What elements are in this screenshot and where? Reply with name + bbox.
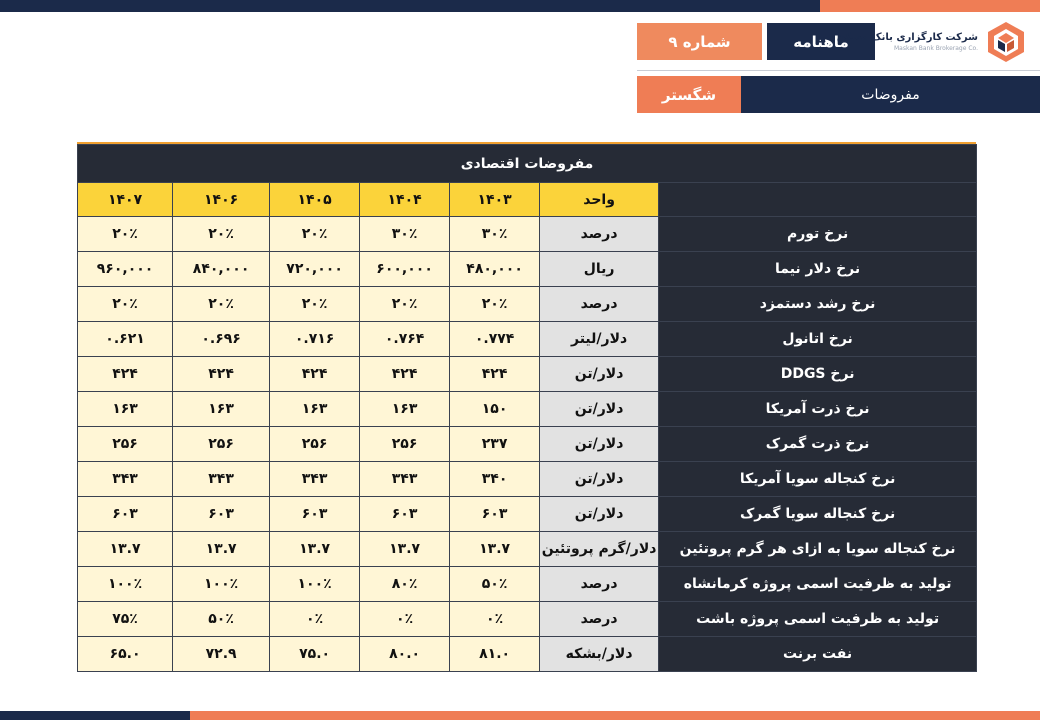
table-row — [78, 532, 977, 567]
top-bar-orange — [820, 0, 1040, 12]
row-label: نرخ دلار نیما — [659, 252, 977, 287]
row-label: تولید به ظرفیت اسمی پروژه باشت — [659, 602, 977, 637]
row-value: ۱۳.۷ — [173, 532, 270, 567]
row-label: نرخ DDGS — [659, 357, 977, 392]
row-value: ۳۴۰ — [450, 462, 540, 497]
table-row — [78, 602, 977, 637]
row-value: ۰.۶۲۱ — [78, 322, 173, 357]
brand-badge: شگستر — [637, 76, 741, 113]
row-unit: ریال — [540, 252, 659, 287]
year-header: ۱۴۰۵ — [270, 183, 360, 217]
row-value: ۲۵۶ — [173, 427, 270, 462]
row-label: تولید به ظرفیت اسمی پروژه کرمانشاه — [659, 567, 977, 602]
row-value: ۱۶۳ — [173, 392, 270, 427]
label-header-cell — [659, 183, 977, 217]
row-value: ۲۰٪ — [173, 217, 270, 252]
unit-header: واحد — [540, 183, 659, 217]
row-value: ۷۲۰,۰۰۰ — [270, 252, 360, 287]
year-header: ۱۴۰۷ — [78, 183, 173, 217]
table-title: مفروضات اقتصادی — [78, 145, 977, 183]
row-value: ۳۴۳ — [360, 462, 450, 497]
row-value: ۱۳.۷ — [78, 532, 173, 567]
row-value: ۰٪ — [270, 602, 360, 637]
row-label: نفت برنت — [659, 637, 977, 672]
row-value: ۰.۷۶۴ — [360, 322, 450, 357]
row-value: ۰.۷۷۴ — [450, 322, 540, 357]
row-value: ۲۰٪ — [173, 287, 270, 322]
row-value: ۱۳.۷ — [360, 532, 450, 567]
row-value: ۲۵۶ — [78, 427, 173, 462]
row-value: ۶۰۳ — [450, 497, 540, 532]
row-value: ۶۰۰,۰۰۰ — [360, 252, 450, 287]
row-value: ۲۰٪ — [450, 287, 540, 322]
row-label: نرخ کنجاله سویا آمریکا — [659, 462, 977, 497]
row-label: نرخ اتانول — [659, 322, 977, 357]
row-unit: دلار/لیتر — [540, 322, 659, 357]
row-value: ۰٪ — [450, 602, 540, 637]
table-body — [78, 217, 977, 672]
year-header: ۱۴۰۴ — [360, 183, 450, 217]
year-header: ۱۴۰۶ — [173, 183, 270, 217]
row-label: نرخ کنجاله سویا گمرک — [659, 497, 977, 532]
year-header: ۱۴۰۳ — [450, 183, 540, 217]
row-value: ۱۳.۷ — [450, 532, 540, 567]
row-unit: درصد — [540, 217, 659, 252]
section-title: مفروضات — [741, 76, 1040, 113]
row-value: ۴۸۰,۰۰۰ — [450, 252, 540, 287]
row-value: ۳۴۳ — [270, 462, 360, 497]
row-value: ۷۵٪ — [78, 602, 173, 637]
row-value: ۷۵.۰ — [270, 637, 360, 672]
row-value: ۵۰٪ — [173, 602, 270, 637]
table-row — [78, 427, 977, 462]
table-row — [78, 497, 977, 532]
row-label: نرخ کنجاله سویا به ازای هر گرم پروتئین — [659, 532, 977, 567]
row-unit: دلار/گرم پروتئین — [540, 532, 659, 567]
table-row — [78, 217, 977, 252]
row-value: ۷۲.۹ — [173, 637, 270, 672]
row-value: ۲۰٪ — [270, 287, 360, 322]
row-unit: درصد — [540, 567, 659, 602]
row-unit: دلار/تن — [540, 427, 659, 462]
table-row — [78, 322, 977, 357]
top-bar-navy — [0, 0, 820, 12]
company-logo-icon — [984, 20, 1028, 64]
row-value: ۳۴۳ — [78, 462, 173, 497]
row-value: ۴۲۴ — [270, 357, 360, 392]
bottom-accent-bar — [0, 711, 1040, 720]
row-value: ۴۲۴ — [360, 357, 450, 392]
bottom-bar-orange — [190, 711, 1040, 720]
row-value: ۰.۶۹۶ — [173, 322, 270, 357]
issue-number-badge: شماره ۹ — [637, 23, 762, 60]
bottom-bar-navy — [0, 711, 190, 720]
row-unit: درصد — [540, 287, 659, 322]
row-value: ۱۶۳ — [270, 392, 360, 427]
row-value: ۸۰٪ — [360, 567, 450, 602]
row-label: نرخ تورم — [659, 217, 977, 252]
row-value: ۱۶۳ — [78, 392, 173, 427]
table-row — [78, 287, 977, 322]
row-value: ۲۳۷ — [450, 427, 540, 462]
row-value: ۶۰۳ — [270, 497, 360, 532]
row-value: ۲۰٪ — [78, 217, 173, 252]
economic-assumptions-table — [77, 144, 977, 672]
row-label: نرخ رشد دستمزد — [659, 287, 977, 322]
row-value: ۲۵۶ — [270, 427, 360, 462]
row-value: ۱۰۰٪ — [173, 567, 270, 602]
header-divider — [637, 70, 1040, 71]
row-unit: دلار/تن — [540, 357, 659, 392]
row-value: ۴۲۴ — [450, 357, 540, 392]
row-value: ۸۱.۰ — [450, 637, 540, 672]
company-name-fa: شرکت کارگزاری بانک مسکن — [836, 32, 978, 43]
top-accent-bar — [0, 0, 1040, 12]
row-value: ۶۰۳ — [360, 497, 450, 532]
table-row — [78, 392, 977, 427]
row-value: ۲۰٪ — [270, 217, 360, 252]
row-value: ۲۰٪ — [78, 287, 173, 322]
row-label: نرخ ذرت آمریکا — [659, 392, 977, 427]
row-value: ۳۰٪ — [450, 217, 540, 252]
row-value: ۳۰٪ — [360, 217, 450, 252]
table-row — [78, 357, 977, 392]
row-value: ۲۵۶ — [360, 427, 450, 462]
table-row — [78, 462, 977, 497]
row-value: ۱۳.۷ — [270, 532, 360, 567]
company-name — [836, 22, 980, 62]
company-name-en: Maskan Bank Brokerage Co. — [894, 45, 978, 52]
row-value: ۸۰.۰ — [360, 637, 450, 672]
row-value: ۹۶۰,۰۰۰ — [78, 252, 173, 287]
row-label: نرخ ذرت گمرک — [659, 427, 977, 462]
row-value: ۶۰۳ — [173, 497, 270, 532]
row-value: ۴۲۴ — [78, 357, 173, 392]
row-value: ۳۴۳ — [173, 462, 270, 497]
row-value: ۵۰٪ — [450, 567, 540, 602]
table-row — [78, 567, 977, 602]
row-value: ۰٪ — [360, 602, 450, 637]
table-row — [78, 252, 977, 287]
row-value: ۲۰٪ — [360, 287, 450, 322]
monthly-badge: ماهنامه — [767, 23, 875, 60]
row-value: ۱۰۰٪ — [78, 567, 173, 602]
row-unit: دلار/بشکه — [540, 637, 659, 672]
row-unit: دلار/تن — [540, 462, 659, 497]
row-value: ۴۲۴ — [173, 357, 270, 392]
row-value: ۱۰۰٪ — [270, 567, 360, 602]
row-unit: درصد — [540, 602, 659, 637]
row-value: ۰.۷۱۶ — [270, 322, 360, 357]
row-value: ۶۰۳ — [78, 497, 173, 532]
table-row — [78, 637, 977, 672]
row-value: ۸۴۰,۰۰۰ — [173, 252, 270, 287]
row-unit: دلار/تن — [540, 392, 659, 427]
row-value: ۱۵۰ — [450, 392, 540, 427]
assumptions-table-container — [77, 142, 976, 672]
row-unit: دلار/تن — [540, 497, 659, 532]
row-value: ۶۵.۰ — [78, 637, 173, 672]
row-value: ۱۶۳ — [360, 392, 450, 427]
